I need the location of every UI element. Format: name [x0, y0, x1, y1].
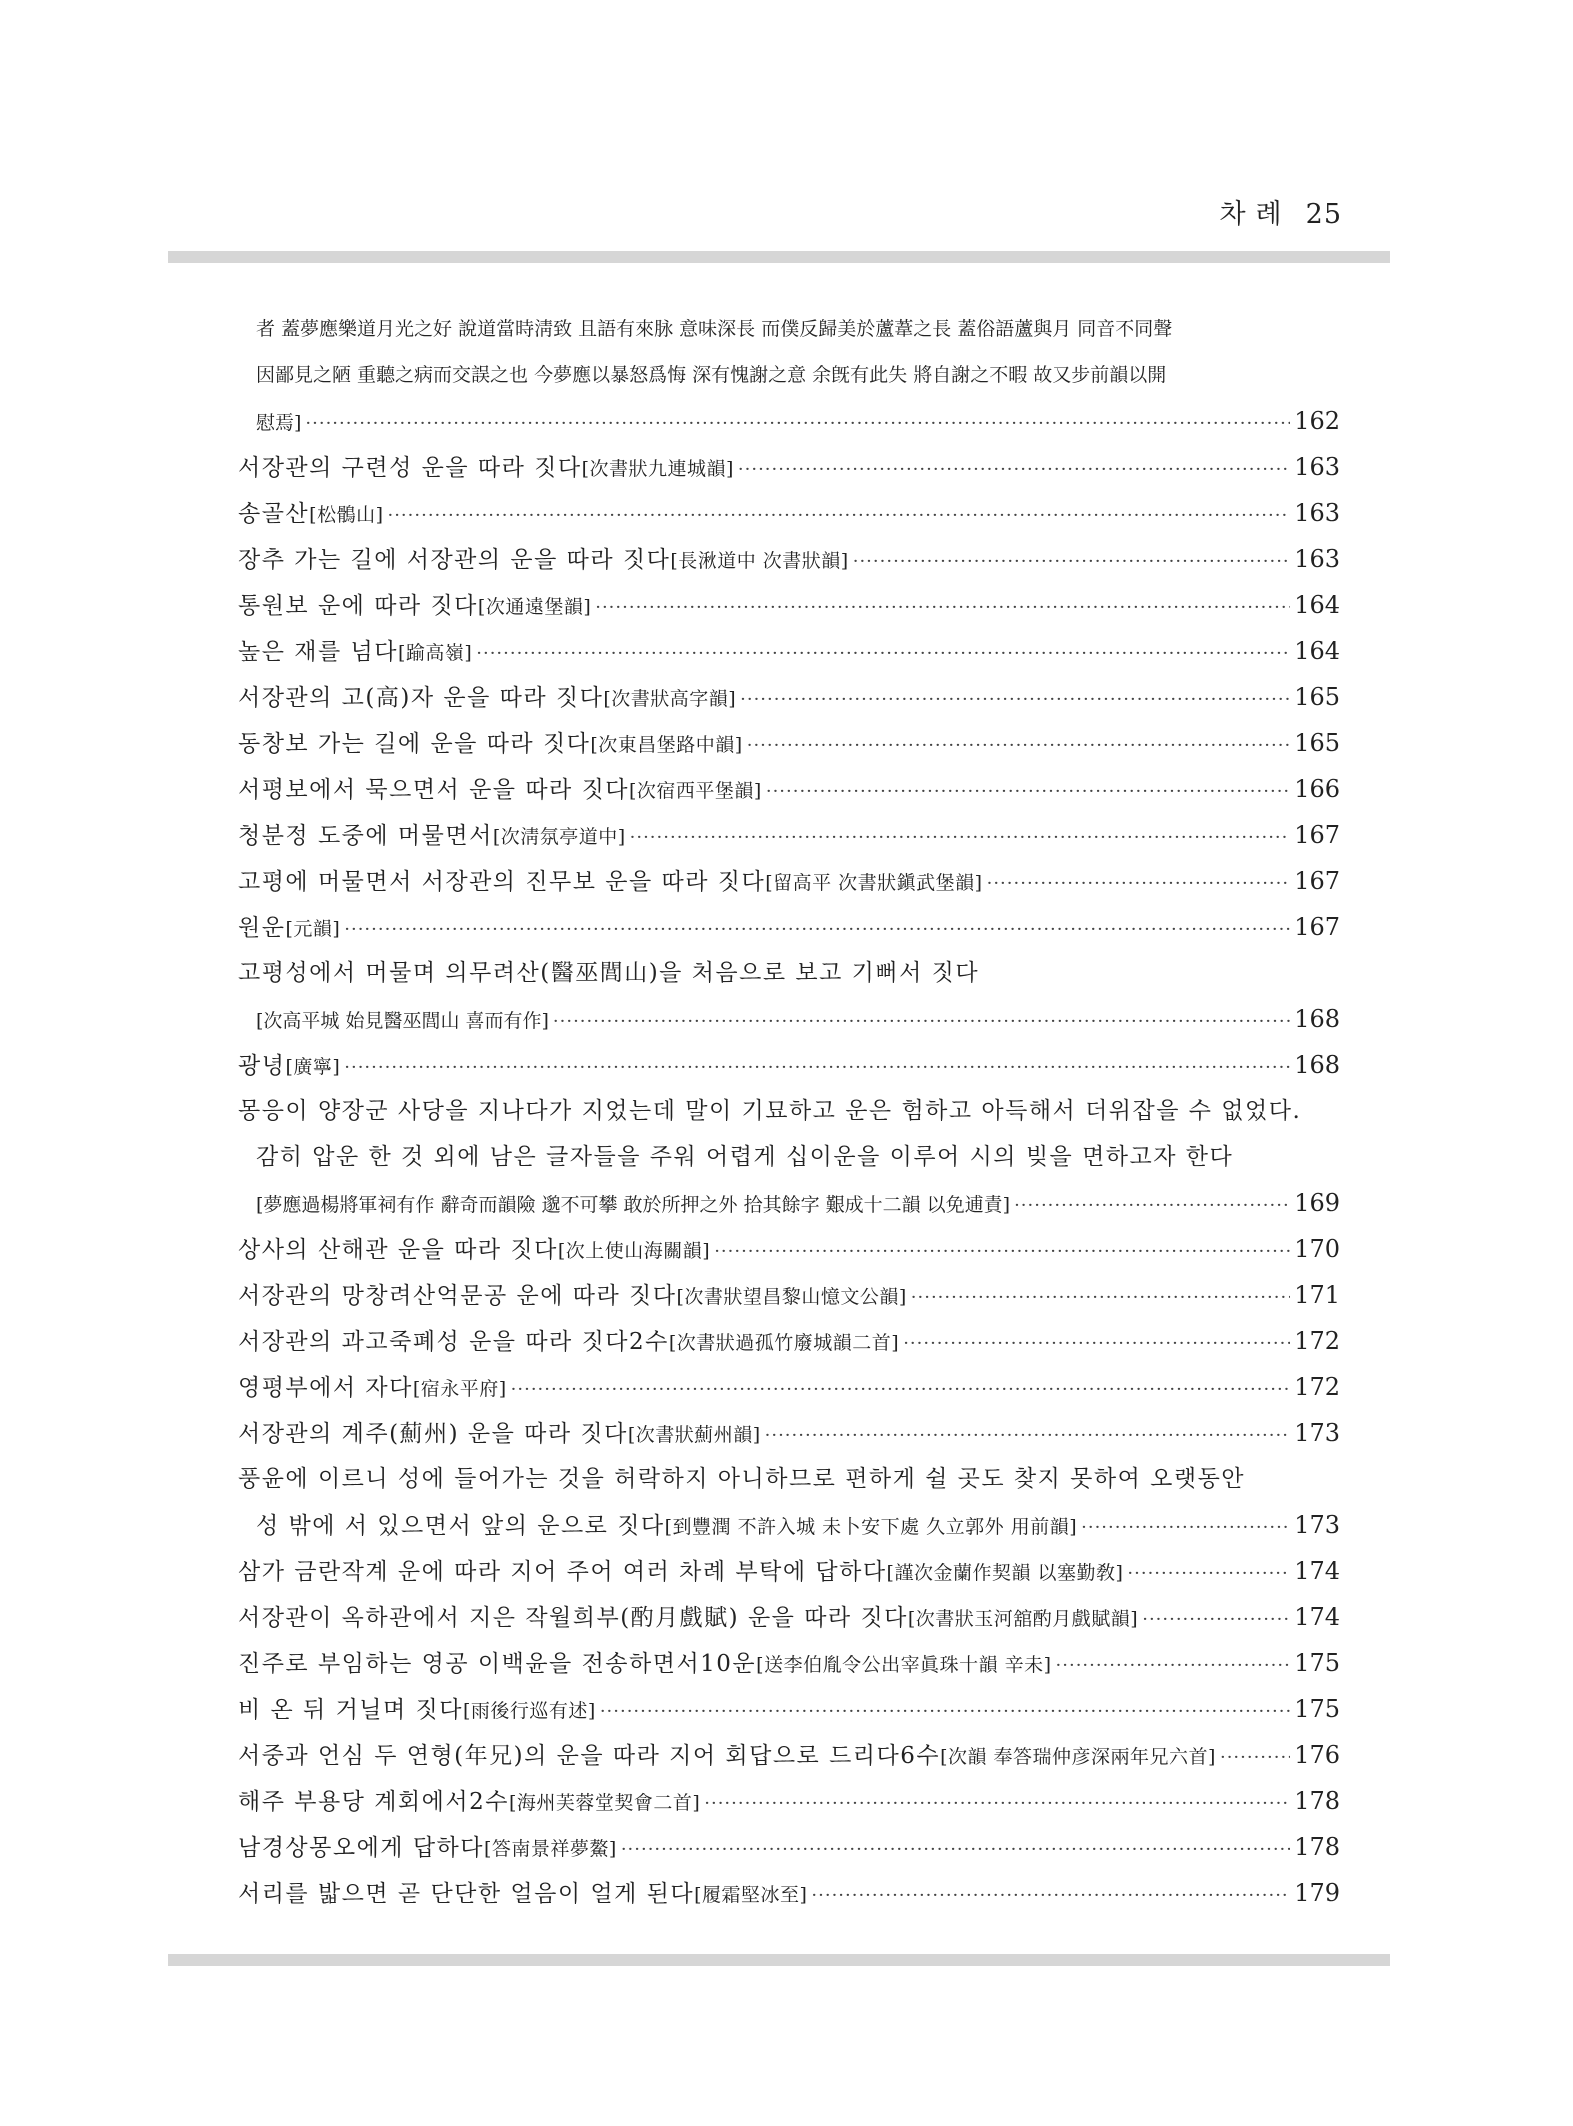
entry-hanja: [次上使山海關韻]: [557, 1240, 711, 1262]
toc-entry: [238, 1778, 1340, 1824]
top-rule: [168, 251, 1390, 263]
dot-leader: [1142, 1597, 1290, 1643]
entry-title: 풍윤에 이르니 성에 들어가는 것을 허락하지 아니하므로 편하게 쉴 곳도 찾지 못하여 오랫동안: [238, 1466, 1246, 1492]
entry-title: 장추 가는 길에 서장관의 운을 따라 짓다: [238, 547, 671, 573]
dot-leader: [714, 1229, 1290, 1275]
toc-entry: [238, 674, 1340, 720]
entry-title: 청분정 도중에 머물면서: [238, 823, 493, 849]
entry-hanja: [次書狀九連城韻]: [581, 458, 734, 480]
dot-leader: [987, 861, 1291, 907]
entry-title: 서장관의 구련성 운을 따라 짓다: [238, 455, 582, 481]
entry-title: 고평성에서 머물며 의무려산(醫巫閭山)을 처음으로 보고 기뻐서 짓다: [238, 960, 980, 986]
entry-hanja-text: 慰焉]: [256, 412, 302, 434]
entry-hanja: [次韻 奉答瑞仲彦深兩年兄六首]: [940, 1746, 1216, 1768]
dot-leader: [738, 447, 1290, 493]
toc-entry: [238, 1318, 1340, 1364]
toc-entry: [238, 996, 1340, 1042]
entry-hanja-text: [次高平城 始見醫巫閭山 喜而有作]: [256, 1010, 549, 1032]
entry-hanja: [元韻]: [285, 918, 341, 940]
entry-page-number: 163: [1294, 499, 1340, 527]
dot-leader: [1081, 1505, 1290, 1551]
entry-title: 해주 부용당 계회에서2수: [238, 1789, 509, 1815]
entry-title: 감히 압운 한 것 외에 남은 글자들을 주워 어렵게 십이운을 이루어 시의 빚을 면하고자 한다: [256, 1144, 1234, 1170]
entry-title: 서장관의 과고죽폐성 운을 따라 짓다2수: [238, 1329, 669, 1355]
toc-entry: [238, 398, 1340, 444]
entry-hanja: [次書狀薊州韻]: [627, 1424, 761, 1446]
entry-hanja-text: 者 蓋夢應樂道月光之好 說道當時淸致 且語有來脉 意味深長 而僕反歸美於蘆葦之長 蓋俗語蘆與月 同音不同聲: [256, 318, 1173, 340]
dot-leader: [553, 999, 1290, 1045]
entry-title: 통원보 운에 따라 짓다: [238, 593, 478, 619]
toc-entry: [238, 1180, 1340, 1226]
entry-hanja: [踰高嶺]: [397, 642, 473, 664]
entry-page-number: 167: [1294, 867, 1340, 895]
entry-hanja: [次書狀過孤竹廢城韻二首]: [668, 1332, 900, 1354]
dot-leader: [765, 1413, 1291, 1459]
toc-entry: [238, 858, 1340, 904]
entry-page-number: 163: [1294, 545, 1340, 573]
entry-page-number: 179: [1294, 1879, 1340, 1907]
toc-entry: [238, 536, 1340, 582]
entry-title: 삼가 금란작계 운에 따라 지어 주어 여러 차례 부탁에 답하다: [238, 1559, 887, 1585]
entry-page-number: 167: [1294, 913, 1340, 941]
dot-leader: [600, 1689, 1290, 1735]
entry-title: 서중과 언심 두 연형(年兄)의 운을 따라 지어 회답으로 드리다6수: [238, 1743, 941, 1769]
dot-leader: [476, 631, 1290, 677]
entry-title: 몽응이 양장군 사당을 지나다가 지었는데 말이 기묘하고 운은 험하고 아득해서 더위잡을 수 없었다.: [238, 1098, 1302, 1124]
entry-hanja: [到豐潤 不許入城 未卜安下處 久立郭外 用前韻]: [664, 1516, 1078, 1538]
toc-entry: [238, 812, 1340, 858]
entry-title: 서장관이 옥하관에서 지은 작월희부(酌月戲賦) 운을 따라 짓다: [238, 1605, 908, 1631]
entry-page-number: 176: [1294, 1741, 1340, 1769]
entry-title: 성 밖에 서 있으면서 앞의 운으로 짓다: [256, 1513, 665, 1539]
entry-page-number: 164: [1294, 591, 1340, 619]
entry-page-number: 164: [1294, 637, 1340, 665]
dot-leader: [811, 1873, 1290, 1919]
dot-leader: [853, 539, 1290, 585]
toc-entry: [238, 1548, 1340, 1594]
section-title: 차례: [1219, 199, 1292, 230]
entry-hanja: [送李伯胤令公出宰眞珠十韻 辛未]: [756, 1654, 1052, 1676]
toc-entry: [238, 950, 1340, 996]
entry-hanja: [廣寧]: [285, 1056, 341, 1078]
entry-title: 서장관의 고(高)자 운을 따라 짓다: [238, 685, 604, 711]
toc-entry: [238, 490, 1340, 536]
entry-hanja: [謹次金蘭作契韻 以塞勤敎]: [886, 1562, 1124, 1584]
entry-page-number: 168: [1294, 1005, 1340, 1033]
toc-entry: [238, 1456, 1340, 1502]
dot-leader: [1220, 1735, 1290, 1781]
entry-hanja: [雨後行巡有述]: [463, 1700, 596, 1722]
entry-hanja: [松鶻山]: [309, 504, 384, 526]
toc-entry: [238, 1502, 1340, 1548]
toc-entry: [238, 352, 1340, 398]
entry-page-number: 178: [1294, 1833, 1340, 1861]
dot-leader: [595, 585, 1290, 631]
dot-leader: [511, 1367, 1291, 1413]
entry-title: 높은 재를 넘다: [238, 639, 398, 665]
entry-page-number: 171: [1294, 1281, 1340, 1309]
entry-title: 동창보 가는 길에 운을 따라 짓다: [238, 731, 591, 757]
entry-title: 고평에 머물면서 서장관의 진무보 운을 따라 짓다: [238, 869, 766, 895]
toc-entry: [238, 1088, 1340, 1134]
toc-entry: [238, 1042, 1340, 1088]
entry-title: 상사의 산해관 운을 따라 짓다: [238, 1237, 558, 1263]
bottom-rule: [168, 1954, 1390, 1966]
entry-page-number: 175: [1294, 1695, 1340, 1723]
entry-page-number: 175: [1294, 1649, 1340, 1677]
entry-title: 남경상몽오에게 답하다: [238, 1835, 484, 1861]
entry-page-number: 163: [1294, 453, 1340, 481]
toc-entry: [238, 720, 1340, 766]
entry-hanja: [次通遠堡韻]: [477, 596, 592, 618]
dot-leader: [1014, 1183, 1290, 1229]
toc-entry: [238, 628, 1340, 674]
dot-leader: [305, 401, 1290, 447]
entry-hanja: [次宿西平堡韻]: [629, 780, 762, 802]
entry-page-number: 168: [1294, 1051, 1340, 1079]
entry-page-number: 174: [1294, 1557, 1340, 1585]
entry-title: 영평부에서 자다: [238, 1375, 413, 1401]
dot-leader: [344, 907, 1290, 953]
toc-entry: [238, 1640, 1340, 1686]
dot-leader: [630, 815, 1291, 861]
toc-entry: [238, 306, 1340, 352]
entry-hanja-text: 因鄙見之陋 重聽之病而交誤之也 今夢應以暴怒爲悔 深有愧謝之意 余旣有此失 將自謝之不暇 故又步前韻以開: [256, 364, 1167, 386]
toc-entry: [238, 1134, 1340, 1180]
toc-entry: [238, 1732, 1340, 1778]
dot-leader: [387, 493, 1290, 539]
entry-hanja: [履霜堅冰至]: [694, 1884, 808, 1906]
toc-entry: [238, 1410, 1340, 1456]
toc-entry: [238, 1686, 1340, 1732]
dot-leader: [766, 769, 1290, 815]
entry-hanja: [次淸氛亭道中]: [492, 826, 626, 848]
entry-title: 서리를 밟으면 곧 단단한 얼음이 얼게 된다: [238, 1881, 695, 1907]
dot-leader: [747, 723, 1290, 769]
dot-leader: [903, 1321, 1290, 1367]
entry-title: 비 온 뒤 거닐며 짓다: [238, 1697, 463, 1723]
entry-page-number: 174: [1294, 1603, 1340, 1631]
entry-hanja: [長湫道中 次書狀韻]: [670, 550, 849, 572]
toc-entry: [238, 1226, 1340, 1272]
dot-leader: [740, 677, 1290, 723]
entry-page-number: 170: [1294, 1235, 1340, 1263]
entry-page-number: 165: [1294, 683, 1340, 711]
toc-entry: [238, 1870, 1340, 1916]
entry-hanja: [答南景祥夢鰲]: [484, 1838, 617, 1860]
entry-page-number: 162: [1294, 407, 1340, 435]
entry-page-number: 178: [1294, 1787, 1340, 1815]
entry-title: 광녕: [238, 1053, 286, 1079]
dot-leader: [1127, 1551, 1290, 1597]
toc-entry: [238, 766, 1340, 812]
entry-page-number: 173: [1294, 1511, 1340, 1539]
toc-entry: [238, 1272, 1340, 1318]
entry-title: 서평보에서 묵으면서 운을 따라 짓다: [238, 777, 630, 803]
dot-leader: [911, 1275, 1290, 1321]
entry-hanja: [次書狀玉河舘酌月戲賦韻]: [907, 1608, 1139, 1630]
dot-leader: [704, 1781, 1290, 1827]
entry-hanja: [宿永平府]: [412, 1378, 507, 1400]
toc-entry: [238, 1364, 1340, 1410]
entry-title: 서장관의 망창려산억문공 운에 따라 짓다: [238, 1283, 677, 1309]
toc-entry: [238, 1594, 1340, 1640]
toc-entry: [238, 1824, 1340, 1870]
entry-hanja-text: [夢應過楊將軍祠有作 辭奇而韻險 邈不可攀 敢於所押之外 拾其餘字 艱成十二韻 以免逋責]: [256, 1194, 1011, 1216]
entry-hanja: [次東昌堡路中韻]: [590, 734, 743, 756]
entry-page-number: 167: [1294, 821, 1340, 849]
entry-hanja: [留高平 次書狀鎭武堡韻]: [765, 872, 983, 894]
entry-title: 송골산: [238, 501, 310, 527]
page-number: 25: [1305, 199, 1342, 230]
entry-hanja: [次書狀望昌黎山憶文公韻]: [676, 1286, 907, 1308]
entry-page-number: 165: [1294, 729, 1340, 757]
entry-title: 원운: [238, 915, 286, 941]
entry-page-number: 173: [1294, 1419, 1340, 1447]
running-header: [0, 192, 1342, 231]
dot-leader: [1056, 1643, 1291, 1689]
entry-hanja: [海州芙蓉堂契會二首]: [508, 1792, 701, 1814]
table-of-contents: [238, 306, 1340, 1916]
entry-title: 진주로 부임하는 영공 이백윤을 전송하면서10운: [238, 1651, 757, 1677]
entry-hanja: [次書狀高字韻]: [603, 688, 737, 710]
toc-entry: [238, 582, 1340, 628]
toc-entry: [238, 904, 1340, 950]
entry-page-number: 169: [1294, 1189, 1340, 1217]
dot-leader: [621, 1827, 1290, 1873]
entry-page-number: 172: [1294, 1373, 1340, 1401]
dot-leader: [344, 1045, 1290, 1091]
entry-page-number: 166: [1294, 775, 1340, 803]
entry-page-number: 172: [1294, 1327, 1340, 1355]
toc-entry: [238, 444, 1340, 490]
entry-title: 서장관의 계주(薊州) 운을 따라 짓다: [238, 1421, 628, 1447]
